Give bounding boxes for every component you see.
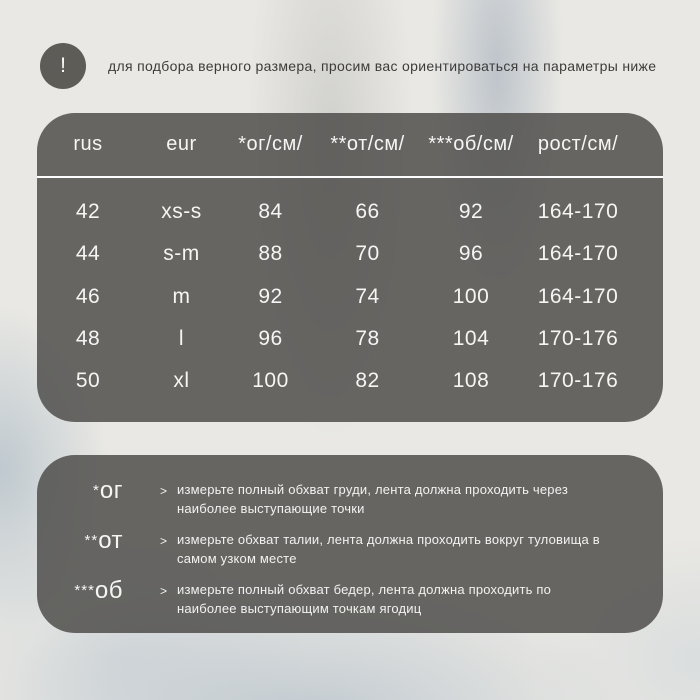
size-table-panel <box>37 113 663 422</box>
table-cell: 70 <box>355 242 380 266</box>
table-cell: 92 <box>258 284 283 308</box>
table-cell: 96 <box>458 242 484 266</box>
column-header: **от/см/ <box>330 133 405 155</box>
table-cell: l <box>178 326 185 350</box>
table-cell: 42 <box>75 200 101 224</box>
column-header: *ог/см/ <box>238 133 303 155</box>
legend-item <box>37 527 663 568</box>
table-row <box>37 275 632 317</box>
table-cell: 170-176 <box>537 368 619 392</box>
table-row <box>37 233 632 275</box>
size-table-body <box>37 178 663 422</box>
table-cell: 164-170 <box>537 242 619 266</box>
size-table-header <box>37 113 632 176</box>
table-cell: 164-170 <box>537 284 619 308</box>
table-cell: 46 <box>75 284 101 308</box>
table-cell: 50 <box>75 368 101 392</box>
exclamation-glyph: ! <box>60 54 66 77</box>
table-cell: 96 <box>258 326 283 350</box>
table-cell: xl <box>173 368 190 392</box>
table-cell: s-m <box>163 242 200 266</box>
chevron-marker: > <box>160 534 168 548</box>
legend-item <box>37 577 663 618</box>
chevron-marker: > <box>160 484 168 498</box>
term-text: об <box>94 577 123 604</box>
table-cell: 108 <box>452 368 490 392</box>
legend-term <box>37 577 123 605</box>
table-cell: 88 <box>258 242 283 266</box>
table-cell: 104 <box>452 326 490 350</box>
table-cell: 100 <box>452 284 490 308</box>
table-cell: 66 <box>355 200 380 224</box>
legend-description: измерьте полный обхват груди, лента должна проходить через наиболее выступающие точки <box>177 482 569 516</box>
column-header: ***об/см/ <box>428 133 514 155</box>
term-text: ог <box>99 477 123 504</box>
notice-text: для подбора верного размера, просим вас ориентироваться на параметры ниже <box>108 58 657 74</box>
column-header: rus <box>73 133 103 155</box>
table-row <box>37 191 632 233</box>
legend-item <box>37 477 663 518</box>
table-cell: 100 <box>252 368 289 392</box>
table-cell: 74 <box>355 284 380 308</box>
table-cell: 82 <box>355 368 380 392</box>
legend-description: измерьте полный обхват бедер, лента должна проходить по наиболее выступающим точкам ягодиц <box>177 582 552 616</box>
term-text: от <box>98 527 123 554</box>
notice <box>0 0 700 100</box>
legend-term <box>37 477 123 505</box>
term-stars: * <box>93 482 100 499</box>
column-header: рост/см/ <box>537 133 619 155</box>
legend-panel <box>37 455 663 633</box>
term-stars: ** <box>84 532 99 549</box>
table-row <box>37 360 632 402</box>
table-cell: 170-176 <box>537 326 619 350</box>
table-row <box>37 318 632 360</box>
column-header: eur <box>166 133 197 155</box>
table-cell: 44 <box>75 242 101 266</box>
table-cell: 92 <box>458 200 484 224</box>
exclamation-icon <box>40 43 86 89</box>
term-stars: *** <box>74 582 95 599</box>
legend-description: измерьте обхват талии, лента должна проходить вокруг туловища в самом узком месте <box>177 532 600 566</box>
table-cell: 48 <box>75 326 101 350</box>
chevron-marker: > <box>160 584 168 598</box>
table-cell: m <box>172 284 191 308</box>
table-cell: 78 <box>355 326 380 350</box>
table-cell: xs-s <box>161 200 202 224</box>
table-cell: 164-170 <box>537 200 619 224</box>
legend-term <box>37 527 123 555</box>
table-cell: 84 <box>258 200 283 224</box>
